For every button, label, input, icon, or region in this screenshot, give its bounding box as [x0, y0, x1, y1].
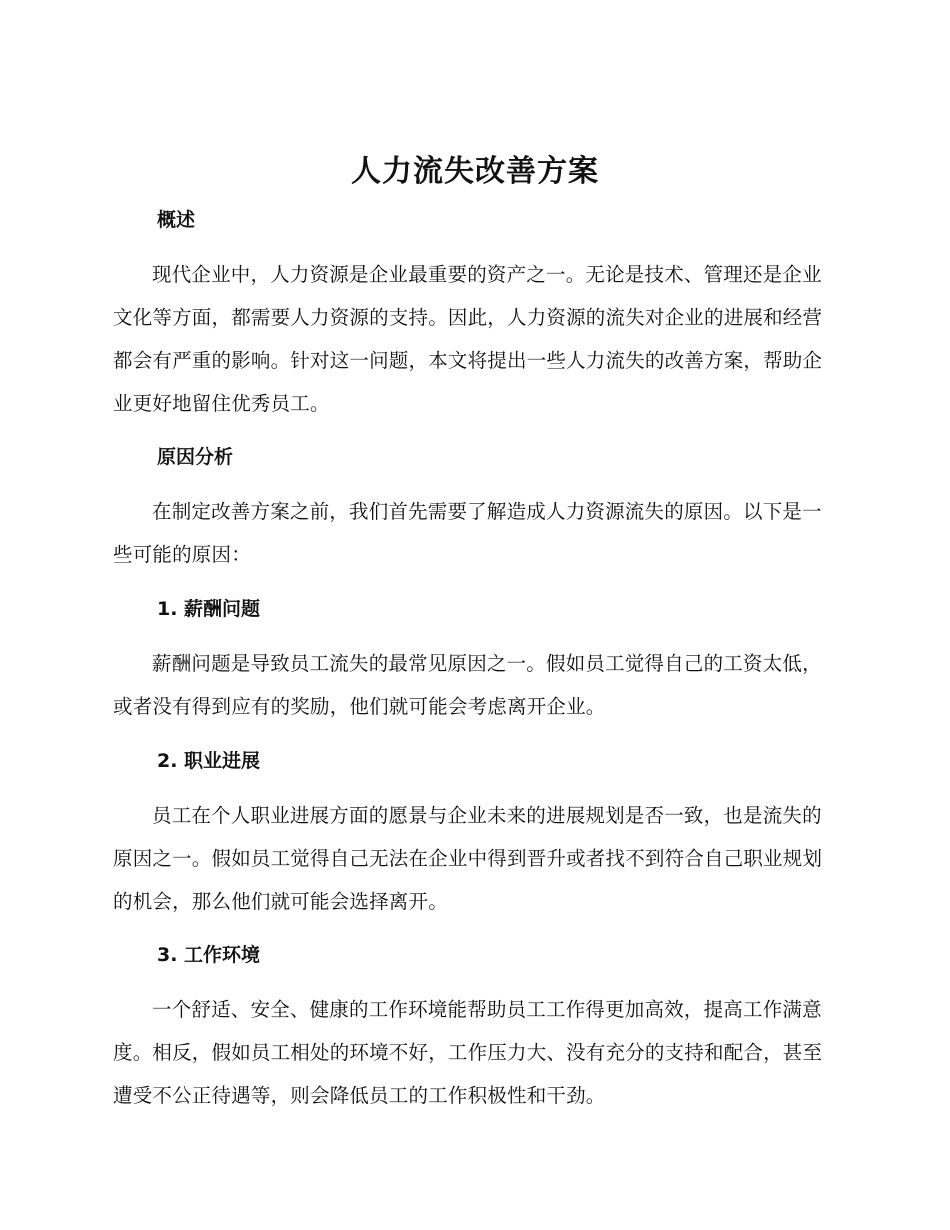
section-heading-cause-analysis: 原因分析: [157, 446, 234, 468]
section-paragraph-overview: 现代企业中，人力资源是企业最重要的资产之一。无论是技术、管理还是企业文化等方面，都需要人力资源的支持。因此，人力资源的流失对企业的进展和经营都会有严重的影响。针对这一问题，本文将提出一些人力流失的改善方案，帮助企业更好地留住优秀员工。: [113, 263, 823, 415]
section-paragraph-cause-analysis: 在制定改善方案之前，我们首先需要了解造成人力资源流失的原因。以下是一些可能的原因：: [113, 500, 822, 566]
document-title: 人力流失改善方案: [351, 154, 599, 189]
section-heading-career: 2. 职业进展: [157, 750, 261, 772]
section-heading-salary: 1. 薪酬问题: [157, 598, 261, 620]
section-paragraph-work-environment: 一个舒适、安全、健康的工作环境能帮助员工工作得更加高效，提高工作满意度。相反，假如员工相处的环境不好，工作压力大、没有充分的支持和配合，甚至遭受不公正待遇等，则会降低员工的工作积极性和干劲。: [113, 998, 823, 1107]
section-heading-overview: 概述: [157, 209, 196, 231]
section-heading-work-environment: 3. 工作环境: [157, 944, 261, 966]
section-paragraph-career: 员工在个人职业进展方面的愿景与企业未来的进展规划是否一致，也是流失的原因之一。假如员工觉得自己无法在企业中得到晋升或者找不到符合自己职业规划的机会，那么他们就可能会选择离开。: [113, 804, 823, 913]
section-paragraph-salary: 薪酬问题是导致员工流失的最常见原因之一。假如员工觉得自己的工资太低，或者没有得到应有的奖励，他们就可能会考虑离开企业。: [113, 652, 822, 718]
